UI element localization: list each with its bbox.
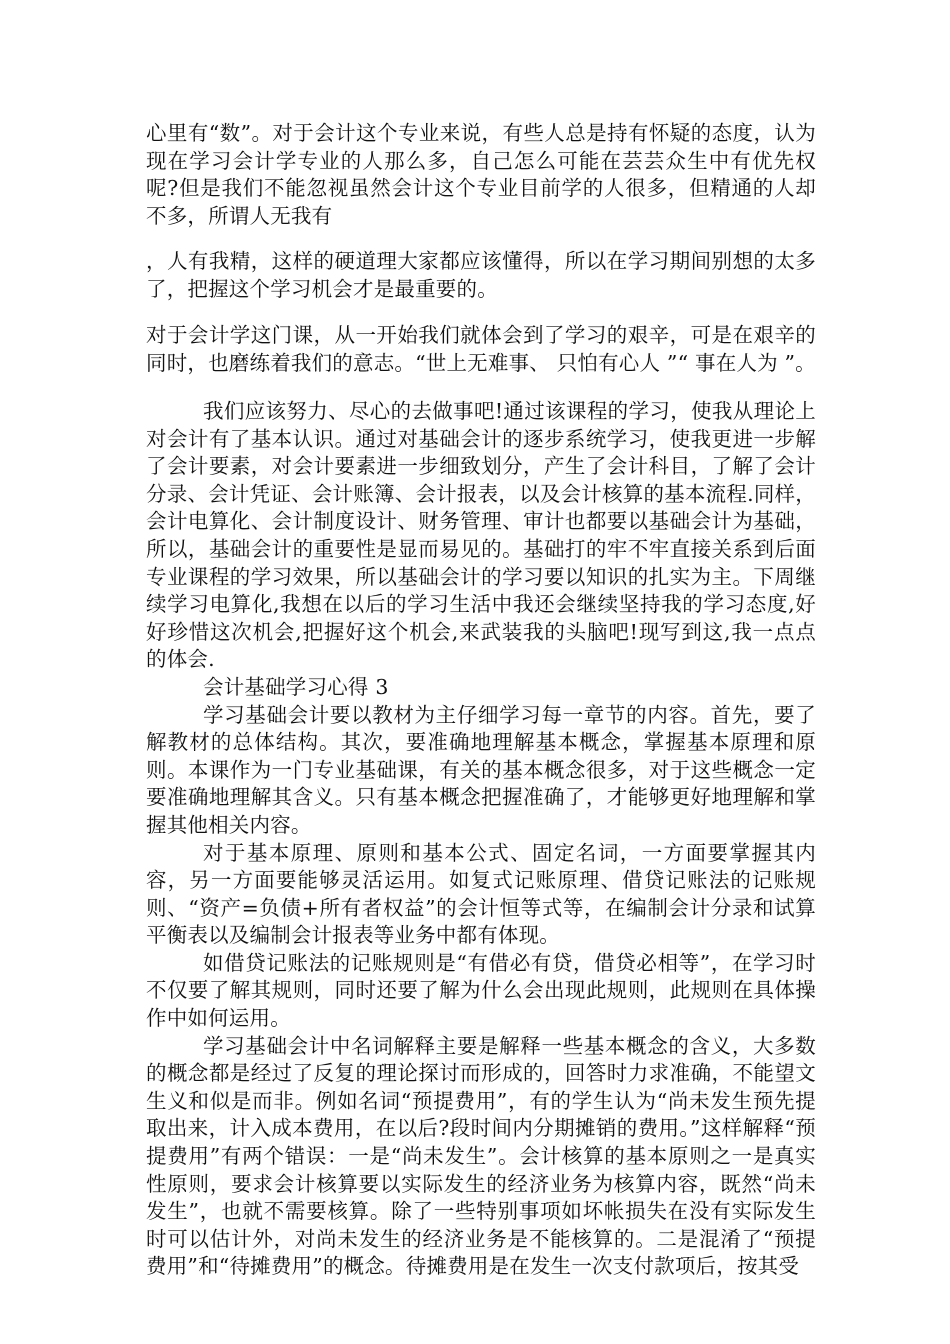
section-heading: 会计基础学习心得 3 (203, 674, 389, 699)
text-block-3 (146, 322, 816, 377)
paragraph: 学习基础会计要以教材为主仔细学习每一章节的内容。首先，要了解教材的总体结构。其次，要准确地理解基本概念，掌握基本原理和原则。本课作为一门专业基础课，有关的基本概念很多，对于这些概念一定要准确地理解其含义。只有基本概念把握准确了，才能够更好地理解和掌握其他相关内容。 (146, 702, 816, 837)
text-block-2 (146, 248, 816, 303)
paragraph: 对于会计学这门课，从一开始我们就体会到了学习的艰辛，可是在艰辛的同时，也磨练着我们的意志。“世上无难事、 只怕有心人 ”“ 事在人为 ”。 (146, 323, 816, 375)
paragraph: 学习基础会计中名词解释主要是解释一些基本概念的含义，大多数的概念都是经过了反复的理论探讨而形成的，回答时力求准确，不能望文生义和似是而非。例如名词“预提费用”，有的学生认为“尚未发生预先提取出来，计入成本费用，在以后?段时间内分期摊销的费用。”这样解释“预提费用”有两个错误：一是“尚未发生”。会计核算的基本原则之一是真实性原则，要求会计核算要以实际发生的经济业务为核算内容，既然“尚未发生”，也就不需要核算。除了一些特别事项如坏帐损失在没有实际发生时可以估计外，对尚未发生的经济业务是不能核算的。二是混淆了“预提费用”和“待摊费用”的概念。待摊费用是在发生一次支付款项后，按其受 (146, 1033, 816, 1279)
paragraph: 心里有“数”。对于会计这个专业来说，有些人总是持有怀疑的态度，认为现在学习会计学专业的人那么多，自己怎么可能在芸芸众生中有优先权呢?但是我们不能忽视虽然会计这个专业目前学的人很多，但精通的人却不多，所谓人无我有 (146, 121, 816, 228)
paragraph: 我们应该努力、尽心的去做事吧!通过该课程的学习，使我从理论上对会计有了基本认识。通过对基础会计的逐步系统学习，使我更进一步解了会计要素，对会计要素进一步细致划分，产生了会计科目，了解了会计分录、会计凭证、会计账簿、会计报表，以及会计核算的基本流程.同样，会计电算化、会计制度设计、财务管理、审计也都要以基础会计为基础，所以，基础会计的重要性是显而易见的。基础打的牢不牢直接关系到后面专业课程的学习效果，所以基础会计的学习要以知识的扎实为主。下周继续学习电算化,我想在以后的学习生活中我还会继续坚持我的学习态度,好好珍惜这次机会,把握好这个机会,来武装我的头脑吧!现写到这,我一点点的体会. (146, 399, 816, 672)
paragraph: ，人有我精，这样的硬道理大家都应该懂得，所以在学习期间别想的太多了，把握这个学习机会才是最重要的。 (146, 249, 816, 301)
paragraph: 如借贷记账法的记账规则是“有借必有贷，借贷必相等”，在学习时不仅要了解其规则，同时还要了解为什么会出现此规则，此规则在具体操作中如何运用。 (146, 950, 816, 1031)
text-block-4 (146, 398, 816, 1281)
text-block-1 (146, 120, 816, 230)
paragraph: 对于基本原理、原则和基本公式、固定名词，一方面要掌握其内容，另一方面要能够灵活运用。如复式记账原理、借贷记账法的记账规则、“资产=负债+所有者权益”的会计恒等式等，在编制会计分录和试算平衡表以及编制会计报表等业务中都有体现。 (146, 840, 816, 948)
